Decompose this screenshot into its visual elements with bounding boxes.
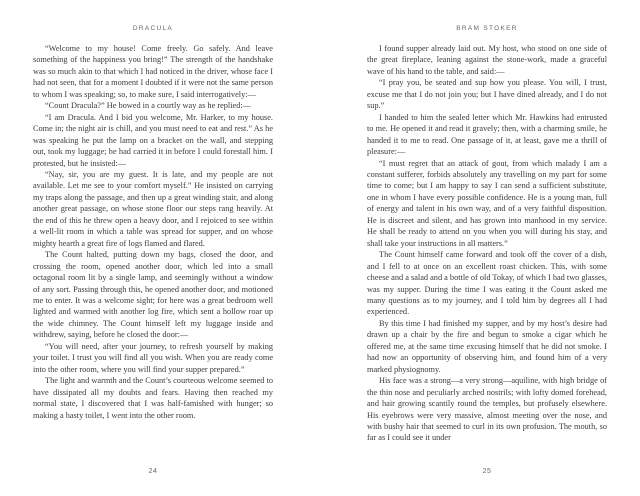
page-left-text: [33, 43, 273, 458]
paragraph: By this time I had finished my supper, and by my host’s desire had drawn up a chair by the fire and begun to smoke a cigar which he offered me, at the same time excusing himself that he did not smoke. I had now an opportunity of observing him, and found him of a very marked physiognomy.: [367, 318, 607, 374]
page-number-right: 25: [482, 468, 492, 475]
paragraph: The Count himself came forward and took off the cover of a dish, and I fell to at once on an excellent roast chicken. This, with some cheese and a salad and a bottle of old Tokay, of which I had two glasses, was my supper. During the time I was eating it the Count asked me many questions as to my journey, and I told him by degrees all I had experienced.: [367, 250, 607, 317]
paragraph: “Count Dracula?” He bowed in a courtly way as he replied:—: [45, 101, 251, 111]
page-number-left: 24: [148, 468, 158, 475]
paragraph: “I am Dracula. And I bid you welcome, Mr. Harker, to my house. Come in; the night air is chill, and you must need to eat and rest.” As he was speaking he put the lamp on a bracket on the wall, and stepping out, took my luggage; he had carried it in before I could forestall him. I protested, but he insisted:—: [33, 112, 273, 168]
page-right-text: [367, 43, 607, 458]
paragraph: “I must regret that an attack of gout, from which malady I am a constant sufferer, forbids absolutely any travelling on my part for some time to come; but I am happy to say I can send a sufficient substitute, one in whom I have every possible confidence. He is a young man, full of energy and talent in his own way, and of a very faithful disposition. He is discreet and silent, and has grown into manhood in my service. He shall be ready to attend on you when you will during his stay, and shall take your instructions in all matters.”: [367, 158, 607, 248]
paragraph: I found supper already laid out. My host, who stood on one side of the great fireplace, leaning against the stone-work, made a graceful wave of his hand to the table, and said:—: [367, 44, 607, 76]
paragraph: I handed to him the sealed letter which Mr. Hawkins had entrusted to me. He opened it and read it gravely; then, with a charming smile, he handed it to me to read. One passage of it, at least, gave me a thrill of pleasure:—: [367, 112, 607, 157]
running-header-title: DRACULA: [132, 25, 174, 32]
paragraph: “Nay, sir, you are my guest. It is late, and my people are not available. Let me see to your comfort myself.” He insisted on carrying my traps along the passage, and then up a great winding stair, and along another great passage, on whose stone floor our steps rang heavily. At the end of this he threw open a heavy door, and I rejoiced to see within a well-lit room in which a table was spread for supper, and on whose mighty hearth a great fire of logs flamed and flared.: [33, 169, 273, 248]
page-left: [33, 0, 273, 496]
paragraph: “Welcome to my house! Come freely. Go safely. And leave something of the happiness you bring!” The strength of the handshake was so much akin to that which I had noticed in the driver, whose face I had not seen, that for a moment I doubted if it were not the same person to whom I was speaking; so, to make sure, I said interrogatively:—: [33, 44, 273, 99]
paragraph: The Count halted, putting down my bags, closed the door, and crossing the room, opened another door, which led into a small octagonal room lit by a single lamp, and seemingly without a window of any sort. Passing through this, he opened another door, and motioned me to enter. It was a welcome sight; for here was a great bedroom well lighted and warmed with another log fire, which sent a hollow roar up the wide chimney. The Count himself left my luggage inside and withdrew, saying, before he closed the door:—: [33, 250, 273, 340]
paragraph: “You will need, after your journey, to refresh yourself by making your toilet. I trust you will find all you wish. When you are ready come into the other room, where you will find your supper prepared.”: [33, 341, 273, 374]
paragraph: His face was a strong—a very strong—aquiline, with high bridge of the thin nose and peculiarly arched nostrils; with lofty domed forehead, and hair growing scantily round the temples, but profusely elsewhere. His eyebrows were very massive, almost meeting over the nose, and with bushy hair that seemed to curl in its own profusion. The mouth, so far as I could see it under: [367, 376, 607, 443]
paragraph: “I pray you, be seated and sup how you please. You will, I trust, excuse me that I do not join you; but I have dined already, and I do not sup.”: [367, 78, 607, 111]
paragraph: The light and warmth and the Count’s courteous welcome seemed to have dissipated all my doubts and fears. Having then reached my normal state, I discovered that I was half-famished with hunger; so making a hasty toilet, I went into the other room.: [33, 376, 273, 420]
running-header-author: BRAM STOKER: [456, 25, 518, 32]
page-right: [367, 0, 607, 496]
